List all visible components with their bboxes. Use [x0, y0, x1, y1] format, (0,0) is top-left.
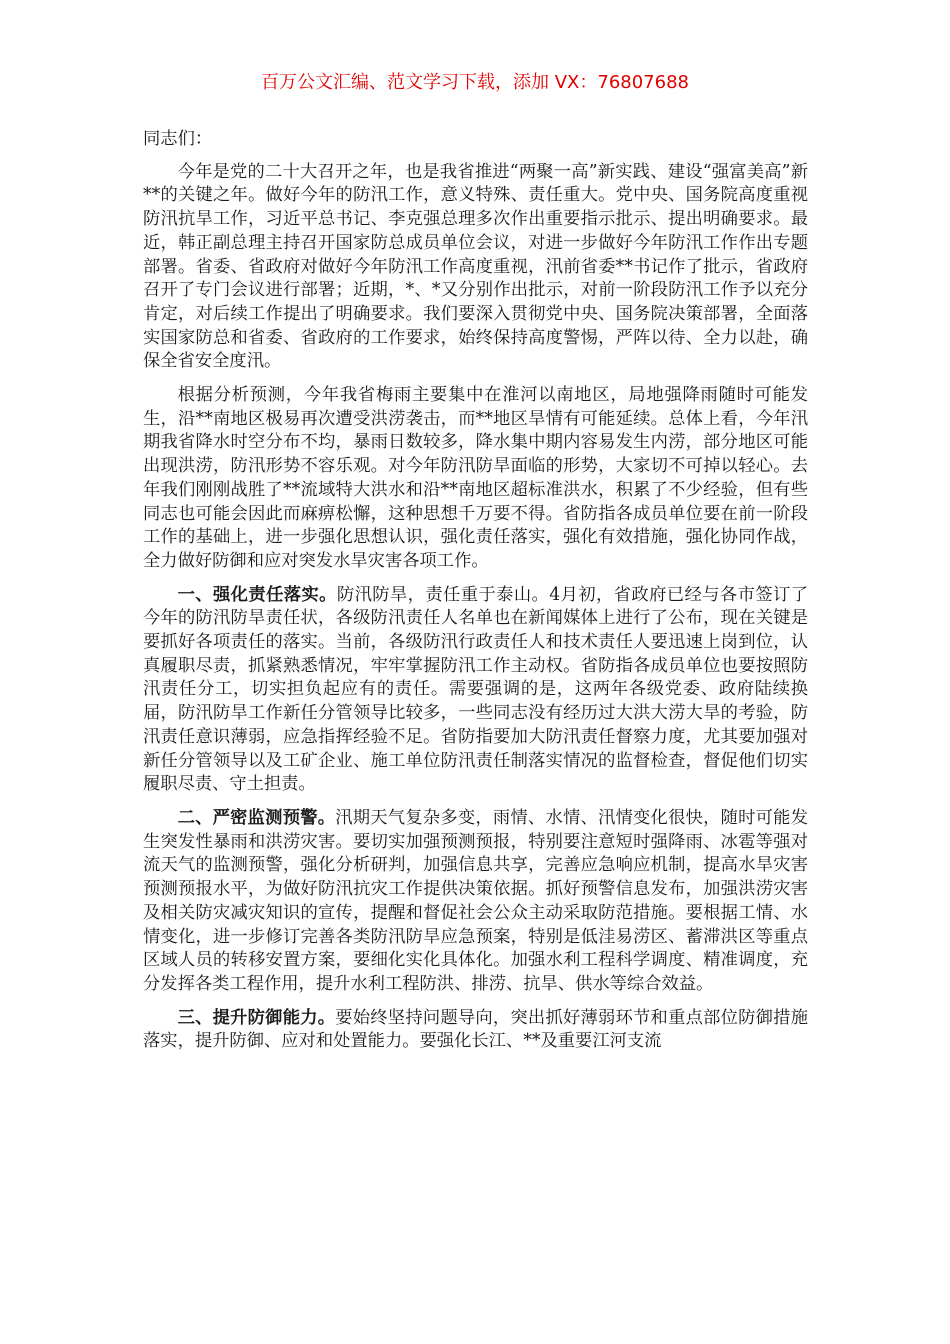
paragraph-text: 防汛防旱，责任重于泰山。4月初，省政府已经与各市签订了今年的防汛防旱责任状，各级防汛责任人名单也在新闻媒体上进行了公布，现在关键是要抓好各项责任的落实。当前，各级防汛行政责任人和技术责任人要迅速上岗到位，认真履职尽责，抓紧熟悉情况，牢牢掌握防汛工作主动权。省防指各成员单位也要按照防汛责任分工，切实担负起应有的责任。需要强调的是，这两年各级党委、政府陆续换届，防汛防旱工作新任分管领导比较多，一些同志没有经历过大洪大涝大旱的考验，防汛责任意识薄弱，应急指挥经验不足。省防指要加大防汛责任督察力度，尤其要加强对新任分管领导以及工矿企业、施工单位防汛责任制落实情况的监督检查，督促他们切实履职尽责、守土担责。 [143, 584, 808, 795]
paragraph-text: 根据分析预测，今年我省梅雨主要集中在淮河以南地区，局地强降雨随时可能发生，沿**南地区极易再次遭受洪涝袭击，而**地区旱情有可能延续。总体上看，今年汛期我省降水时空分布不均，暴雨日数较多，降水集中期内容易发生内涝，部分地区可能出现洪涝，防汛形势不容乐观。对今年防汛防旱面临的形势，大家切不可掉以轻心。去年我们刚刚战胜了**流域特大洪水和沿**南地区超标准洪水，积累了不少经验，但有些同志也可能会因此而麻痹松懈，这种思想千万要不得。省防指各成员单位要在前一阶段工作的基础上，进一步强化思想认识，强化责任落实，强化有效措施，强化协同作战，全力做好防御和应对突发水旱灾害各项工作。 [143, 385, 808, 571]
section-heading: 三、提升防御能力。 [177, 1007, 336, 1028]
paragraph-1 [143, 161, 808, 374]
section-defense [143, 1007, 808, 1054]
paragraph-2 [143, 384, 808, 574]
paragraph-text: 要始终坚持问题导向，突出抓好薄弱环节和重点部位防御措施落实，提升防御、应对和处置能力。要强化长江、**及重要江河支流 [143, 1007, 808, 1052]
section-responsibility [143, 584, 808, 797]
salutation: 同志们： [143, 129, 213, 149]
section-heading: 二、严密监测预警。 [177, 807, 336, 828]
section-heading: 一、强化责任落实。 [177, 584, 337, 605]
watermark-header: 百万公文汇编、范文学习下载，添加 VX：76807688 [261, 72, 689, 93]
section-monitoring [143, 807, 808, 997]
document-body [143, 128, 808, 1064]
paragraph-text: 汛期天气复杂多变，雨情、水情、汛情变化很快，随时可能发生突发性暴雨和洪涝灾害。要切实加强预测预报，特别要注意短时强降雨、冰雹等强对流天气的监测预警，强化分析研判，加强信息共享，完善应急响应机制，提高水旱灾害预测预报水平，为做好防汛抗灾工作提供决策依据。抓好预警信息发布，加强洪涝灾害及相关防灾减灾知识的宣传，提醒和督促社会公众主动采取防范措施。要根据工情、水情变化，进一步修订完善各类防汛防旱应急预案，特别是低洼易涝区、蓄滞洪区等重点区域人员的转移安置方案，要细化实化具体化。加强水利工程科学调度、精准调度，充分发挥各类工程作用，提升水利工程防洪、排涝、抗旱、供水等综合效益。 [143, 807, 808, 994]
paragraph-text: 今年是党的二十大召开之年，也是我省推进“两聚一高”新实践、建设“强富美高”新**的关键之年。做好今年的防汛工作，意义特殊、责任重大。党中央、国务院高度重视防汛抗旱工作，习近平总书记、李克强总理多次作出重要指示批示、提出明确要求。最近，韩正副总理主持召开国家防总成员单位会议，对进一步做好今年防汛工作作出专题部署。省委、省政府对做好今年防汛工作高度重视，汛前省委**书记作了批示，省政府召开了专门会议进行部署；近期，*、*又分别作出批示，对前一阶段防汛工作予以充分肯定，对后续工作提出了明确要求。我们要深入贯彻党中央、国务院决策部署，全面落实国家防总和省委、省政府的工作要求，始终保持高度警惕，严阵以待、全力以赴，确保全省安全度汛。 [143, 161, 808, 372]
